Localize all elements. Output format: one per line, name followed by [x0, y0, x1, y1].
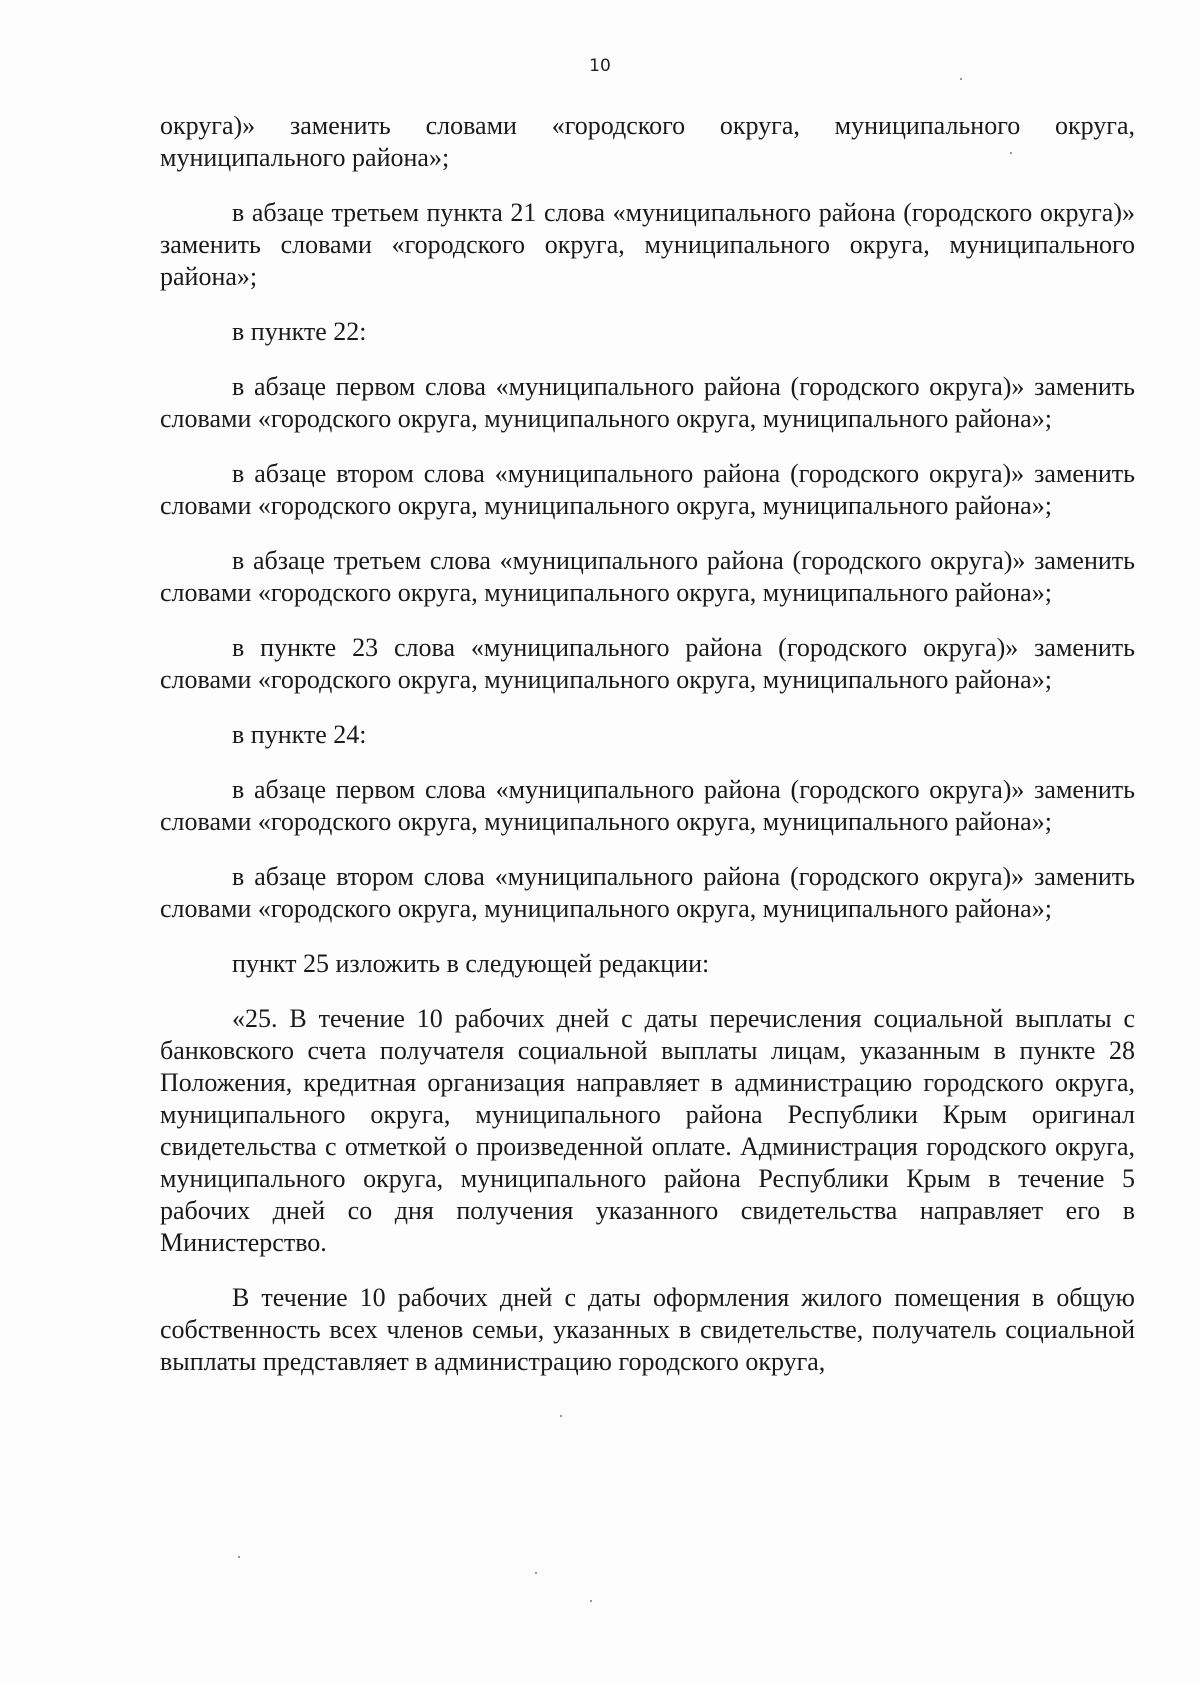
- paragraph-item-22-first: в абзаце первом слова «муниципального района (городского округа)» заменить словами «городского округа, муниципального округа, муниципального района»;: [160, 372, 1135, 433]
- scan-speck: [560, 1415, 562, 1417]
- paragraph-item-22-heading: в пункте 22:: [232, 317, 367, 346]
- paragraph-item-23: в пункте 23 слова «муниципального района (городского округа)» заменить словами «городского округа, муниципального округа, муниципального района»;: [160, 633, 1135, 694]
- scan-speck: [960, 78, 962, 80]
- scan-speck: [238, 1556, 240, 1558]
- scan-speck: [1010, 152, 1012, 154]
- paragraph-item-25-intro: пункт 25 изложить в следующей редакции:: [232, 949, 710, 978]
- scan-speck: [535, 1572, 537, 1574]
- document-body: [160, 110, 1135, 1401]
- paragraph-item-24-second: в абзаце втором слова «муниципального района (городского округа)» заменить словами «городского округа, муниципального округа, муниципального района»;: [160, 862, 1135, 923]
- paragraph-item-24-heading: в пункте 24:: [232, 720, 367, 749]
- paragraph-item-21: в абзаце третьем пункта 21 слова «муниципального района (городского округа)» заменить словами «городского округа, муниципального округа, муниципального района»;: [160, 198, 1135, 291]
- paragraph-item-22-second: в абзаце втором слова «муниципального района (городского округа)» заменить словами «городского округа, муниципального округа, муниципального района»;: [160, 459, 1135, 520]
- paragraph-item-25-text: «25. В течение 10 рабочих дней с даты перечисления социальной выплаты с банковского счета получателя социальной выплаты лицам, указанным в пункте 28 Положения, кредитная организация направляет в администрацию городского округа, муниципального округа, муниципального района Республики Крым оригинал свидетельства с отметкой о произведенной оплате. Администрация городского округа, муниципального округа, муниципального района Республики Крым в течение 5 рабочих дней со дня получения указанного свидетельства направляет его в Министерство.: [160, 1004, 1135, 1257]
- page-number: 10: [589, 56, 611, 76]
- scan-speck: [590, 1600, 592, 1602]
- paragraph-item-24-first: в абзаце первом слова «муниципального района (городского округа)» заменить словами «городского округа, муниципального округа, муниципального района»;: [160, 775, 1135, 836]
- paragraph-item-22-third: в абзаце третьем слова «муниципального района (городского округа)» заменить словами «городского округа, муниципального округа, муниципального района»;: [160, 546, 1135, 607]
- paragraph-continuation: округа)» заменить словами «городского округа, муниципального округа, муниципального района»;: [160, 111, 1135, 172]
- paragraph-item-25-continuation: В течение 10 рабочих дней с даты оформления жилого помещения в общую собственность всех членов семьи, указанных в свидетельстве, получатель социальной выплаты представляет в администрацию городского округа,: [160, 1283, 1135, 1376]
